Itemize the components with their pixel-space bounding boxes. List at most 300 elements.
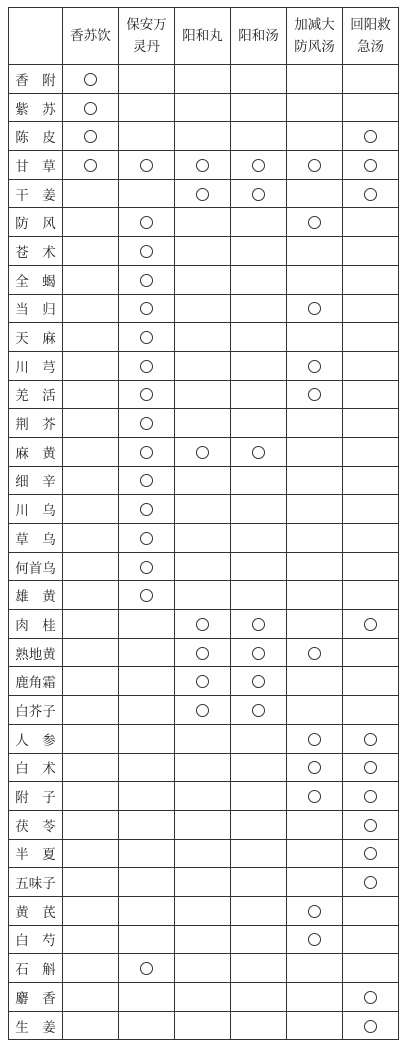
circle-mark-icon <box>252 647 265 660</box>
mark-cell <box>63 437 119 466</box>
mark-cell <box>343 724 399 753</box>
herb-name-cell: 防 风 <box>9 208 63 237</box>
formula-header <box>287 8 343 65</box>
table-body <box>9 65 399 1040</box>
mark-cell <box>231 925 287 954</box>
circle-mark-icon <box>140 589 153 602</box>
mark-cell <box>63 409 119 438</box>
circle-mark-icon <box>252 446 265 459</box>
mark-cell <box>119 753 175 782</box>
mark-cell <box>231 466 287 495</box>
herb-name-cell: 当 归 <box>9 294 63 323</box>
formula-header-line: 回阳救 <box>350 17 391 33</box>
table-row <box>9 466 399 495</box>
herb-name-cell: 甘 草 <box>9 151 63 180</box>
mark-cell <box>175 638 231 667</box>
mark-cell <box>175 1011 231 1040</box>
mark-cell <box>231 437 287 466</box>
circle-mark-icon <box>140 274 153 287</box>
circle-mark-icon <box>84 102 97 115</box>
table-row <box>9 65 399 94</box>
mark-cell <box>231 954 287 983</box>
mark-cell <box>119 581 175 610</box>
herb-name-cell: 鹿角霜 <box>9 667 63 696</box>
mark-cell <box>231 839 287 868</box>
circle-mark-icon <box>308 302 321 315</box>
mark-cell <box>287 868 343 897</box>
mark-cell <box>63 724 119 753</box>
mark-cell <box>63 93 119 122</box>
circle-mark-icon <box>140 331 153 344</box>
formula-header <box>63 8 119 65</box>
mark-cell <box>287 1011 343 1040</box>
herb-name-cell: 川 乌 <box>9 495 63 524</box>
mark-cell <box>119 495 175 524</box>
mark-cell <box>287 208 343 237</box>
mark-cell <box>343 983 399 1012</box>
mark-cell <box>175 380 231 409</box>
mark-cell <box>119 237 175 266</box>
table-row <box>9 724 399 753</box>
table-row <box>9 925 399 954</box>
mark-cell <box>175 925 231 954</box>
circle-mark-icon <box>308 905 321 918</box>
table-row <box>9 93 399 122</box>
circle-mark-icon <box>364 1020 377 1033</box>
herb-name-cell: 川 芎 <box>9 351 63 380</box>
circle-mark-icon <box>308 159 321 172</box>
table-row <box>9 208 399 237</box>
mark-cell <box>175 323 231 352</box>
circle-mark-icon <box>196 675 209 688</box>
circle-mark-icon <box>140 962 153 975</box>
herb-name-cell: 何首乌 <box>9 552 63 581</box>
mark-cell <box>231 782 287 811</box>
mark-cell <box>231 610 287 639</box>
herb-name-cell: 生 姜 <box>9 1011 63 1040</box>
mark-cell <box>231 983 287 1012</box>
mark-cell <box>175 208 231 237</box>
circle-mark-icon <box>140 561 153 574</box>
mark-cell <box>231 724 287 753</box>
mark-cell <box>119 610 175 639</box>
mark-cell <box>287 466 343 495</box>
mark-cell <box>231 868 287 897</box>
corner-cell <box>9 8 63 65</box>
mark-cell <box>231 495 287 524</box>
mark-cell <box>287 237 343 266</box>
mark-cell <box>231 810 287 839</box>
circle-mark-icon <box>308 733 321 746</box>
table-row <box>9 896 399 925</box>
mark-cell <box>343 437 399 466</box>
circle-mark-icon <box>140 360 153 373</box>
mark-cell <box>231 265 287 294</box>
mark-cell <box>343 925 399 954</box>
table-row <box>9 696 399 725</box>
table-row <box>9 753 399 782</box>
mark-cell <box>119 983 175 1012</box>
formula-header <box>119 8 175 65</box>
mark-cell <box>175 868 231 897</box>
table-row <box>9 409 399 438</box>
mark-cell <box>343 65 399 94</box>
herb-name-cell: 雄 黄 <box>9 581 63 610</box>
mark-cell <box>343 409 399 438</box>
circle-mark-icon <box>308 790 321 803</box>
circle-mark-icon <box>196 704 209 717</box>
mark-cell <box>287 380 343 409</box>
mark-cell <box>343 524 399 553</box>
formula-header-line: 阳和丸 <box>182 28 223 44</box>
herb-name-cell: 细 辛 <box>9 466 63 495</box>
mark-cell <box>119 810 175 839</box>
mark-cell <box>343 868 399 897</box>
mark-cell <box>343 839 399 868</box>
herb-name-cell: 陈 皮 <box>9 122 63 151</box>
mark-cell <box>63 925 119 954</box>
mark-cell <box>119 93 175 122</box>
mark-cell <box>343 552 399 581</box>
mark-cell <box>175 409 231 438</box>
formula-header-line: 阳和汤 <box>238 28 279 44</box>
table-row <box>9 237 399 266</box>
mark-cell <box>175 265 231 294</box>
formula-header <box>231 8 287 65</box>
formula-header-line: 急汤 <box>357 39 384 55</box>
circle-mark-icon <box>140 388 153 401</box>
table-row <box>9 782 399 811</box>
mark-cell <box>63 810 119 839</box>
herb-name-cell: 五味子 <box>9 868 63 897</box>
mark-cell <box>287 896 343 925</box>
circle-mark-icon <box>364 991 377 1004</box>
mark-cell <box>231 524 287 553</box>
mark-cell <box>119 1011 175 1040</box>
mark-cell <box>287 151 343 180</box>
mark-cell <box>343 380 399 409</box>
mark-cell <box>175 896 231 925</box>
table-row <box>9 179 399 208</box>
herb-name-cell: 白芥子 <box>9 696 63 725</box>
herb-name-cell: 黄 芪 <box>9 896 63 925</box>
table-row <box>9 122 399 151</box>
table-row <box>9 839 399 868</box>
mark-cell <box>119 724 175 753</box>
mark-cell <box>63 351 119 380</box>
mark-cell <box>63 782 119 811</box>
circle-mark-icon <box>140 532 153 545</box>
mark-cell <box>175 179 231 208</box>
mark-cell <box>343 323 399 352</box>
herb-name-cell: 白 芍 <box>9 925 63 954</box>
circle-mark-icon <box>364 790 377 803</box>
table-row <box>9 1011 399 1040</box>
mark-cell <box>343 466 399 495</box>
mark-cell <box>63 151 119 180</box>
herb-name-cell: 香 附 <box>9 65 63 94</box>
mark-cell <box>287 638 343 667</box>
herb-name-cell: 天 麻 <box>9 323 63 352</box>
mark-cell <box>175 782 231 811</box>
mark-cell <box>231 380 287 409</box>
table-row <box>9 524 399 553</box>
mark-cell <box>63 696 119 725</box>
mark-cell <box>231 1011 287 1040</box>
mark-cell <box>343 753 399 782</box>
mark-cell <box>119 437 175 466</box>
mark-cell <box>231 896 287 925</box>
mark-cell <box>231 122 287 151</box>
circle-mark-icon <box>252 159 265 172</box>
mark-cell <box>175 93 231 122</box>
herb-name-cell: 干 姜 <box>9 179 63 208</box>
mark-cell <box>175 724 231 753</box>
mark-cell <box>175 610 231 639</box>
mark-cell <box>63 638 119 667</box>
table-row <box>9 294 399 323</box>
mark-cell <box>343 351 399 380</box>
circle-mark-icon <box>364 618 377 631</box>
mark-cell <box>287 265 343 294</box>
circle-mark-icon <box>364 876 377 889</box>
herb-name-cell: 肉 桂 <box>9 610 63 639</box>
formula-header-line: 防风汤 <box>294 39 335 55</box>
mark-cell <box>287 409 343 438</box>
mark-cell <box>175 151 231 180</box>
mark-cell <box>287 65 343 94</box>
mark-cell <box>63 294 119 323</box>
circle-mark-icon <box>196 647 209 660</box>
formula-header <box>175 8 231 65</box>
circle-mark-icon <box>140 474 153 487</box>
mark-cell <box>119 409 175 438</box>
mark-cell <box>231 179 287 208</box>
table-row <box>9 380 399 409</box>
mark-cell <box>343 581 399 610</box>
mark-cell <box>119 265 175 294</box>
circle-mark-icon <box>308 761 321 774</box>
herb-name-cell: 麝 香 <box>9 983 63 1012</box>
mark-cell <box>119 925 175 954</box>
circle-mark-icon <box>140 503 153 516</box>
formula-header-line: 香苏饮 <box>70 28 111 44</box>
mark-cell <box>63 179 119 208</box>
table-row <box>9 437 399 466</box>
herb-name-cell: 白 术 <box>9 753 63 782</box>
mark-cell <box>119 524 175 553</box>
circle-mark-icon <box>252 675 265 688</box>
table-row <box>9 954 399 983</box>
mark-cell <box>175 495 231 524</box>
mark-cell <box>175 753 231 782</box>
mark-cell <box>175 65 231 94</box>
circle-mark-icon <box>252 618 265 631</box>
mark-cell <box>343 638 399 667</box>
mark-cell <box>343 782 399 811</box>
mark-cell <box>175 983 231 1012</box>
header-row <box>9 8 399 65</box>
mark-cell <box>119 638 175 667</box>
mark-cell <box>287 753 343 782</box>
mark-cell <box>175 810 231 839</box>
table-row <box>9 323 399 352</box>
mark-cell <box>119 667 175 696</box>
mark-cell <box>343 237 399 266</box>
mark-cell <box>231 65 287 94</box>
herb-name-cell: 羌 活 <box>9 380 63 409</box>
table-row <box>9 610 399 639</box>
mark-cell <box>343 696 399 725</box>
mark-cell <box>175 466 231 495</box>
mark-cell <box>119 208 175 237</box>
mark-cell <box>287 351 343 380</box>
mark-cell <box>231 294 287 323</box>
mark-cell <box>63 495 119 524</box>
mark-cell <box>287 810 343 839</box>
mark-cell <box>63 65 119 94</box>
herb-formula-table <box>8 7 399 1040</box>
mark-cell <box>287 724 343 753</box>
mark-cell <box>63 896 119 925</box>
circle-mark-icon <box>84 159 97 172</box>
table-row <box>9 667 399 696</box>
mark-cell <box>343 179 399 208</box>
mark-cell <box>287 323 343 352</box>
mark-cell <box>175 696 231 725</box>
table-row <box>9 495 399 524</box>
mark-cell <box>287 524 343 553</box>
circle-mark-icon <box>364 761 377 774</box>
mark-cell <box>231 93 287 122</box>
circle-mark-icon <box>364 188 377 201</box>
mark-cell <box>231 151 287 180</box>
herb-name-cell: 全 蝎 <box>9 265 63 294</box>
mark-cell <box>63 323 119 352</box>
mark-cell <box>287 983 343 1012</box>
mark-cell <box>231 696 287 725</box>
mark-cell <box>119 179 175 208</box>
circle-mark-icon <box>308 933 321 946</box>
herb-name-cell: 半 夏 <box>9 839 63 868</box>
mark-cell <box>119 466 175 495</box>
table-row <box>9 581 399 610</box>
mark-cell <box>175 294 231 323</box>
mark-cell <box>287 667 343 696</box>
table-row <box>9 810 399 839</box>
circle-mark-icon <box>308 647 321 660</box>
circle-mark-icon <box>196 159 209 172</box>
mark-cell <box>175 839 231 868</box>
circle-mark-icon <box>140 446 153 459</box>
mark-cell <box>63 610 119 639</box>
mark-cell <box>287 925 343 954</box>
mark-cell <box>175 351 231 380</box>
mark-cell <box>119 294 175 323</box>
mark-cell <box>287 696 343 725</box>
mark-cell <box>63 983 119 1012</box>
mark-cell <box>119 351 175 380</box>
mark-cell <box>287 610 343 639</box>
mark-cell <box>343 93 399 122</box>
mark-cell <box>119 65 175 94</box>
herb-name-cell: 附 子 <box>9 782 63 811</box>
circle-mark-icon <box>308 216 321 229</box>
circle-mark-icon <box>364 819 377 832</box>
mark-cell <box>231 323 287 352</box>
mark-cell <box>287 552 343 581</box>
circle-mark-icon <box>308 388 321 401</box>
mark-cell <box>175 581 231 610</box>
mark-cell <box>175 524 231 553</box>
mark-cell <box>343 294 399 323</box>
herb-name-cell: 荆 芥 <box>9 409 63 438</box>
circle-mark-icon <box>364 733 377 746</box>
formula-header-line: 加减大 <box>294 17 335 33</box>
mark-cell <box>175 122 231 151</box>
mark-cell <box>119 151 175 180</box>
mark-cell <box>119 839 175 868</box>
circle-mark-icon <box>364 159 377 172</box>
mark-cell <box>343 122 399 151</box>
table-row <box>9 983 399 1012</box>
mark-cell <box>175 954 231 983</box>
circle-mark-icon <box>140 302 153 315</box>
circle-mark-icon <box>140 159 153 172</box>
table-row <box>9 868 399 897</box>
herb-name-cell: 人 参 <box>9 724 63 753</box>
mark-cell <box>287 581 343 610</box>
mark-cell <box>343 610 399 639</box>
herb-name-cell: 熟地黄 <box>9 638 63 667</box>
circle-mark-icon <box>140 216 153 229</box>
mark-cell <box>63 466 119 495</box>
mark-cell <box>231 208 287 237</box>
mark-cell <box>231 581 287 610</box>
herb-name-cell: 麻 黄 <box>9 437 63 466</box>
mark-cell <box>343 810 399 839</box>
mark-cell <box>231 409 287 438</box>
mark-cell <box>287 122 343 151</box>
mark-cell <box>343 265 399 294</box>
circle-mark-icon <box>196 618 209 631</box>
circle-mark-icon <box>308 360 321 373</box>
mark-cell <box>63 667 119 696</box>
circle-mark-icon <box>84 130 97 143</box>
mark-cell <box>119 896 175 925</box>
mark-cell <box>63 552 119 581</box>
mark-cell <box>63 954 119 983</box>
mark-cell <box>343 954 399 983</box>
table-row <box>9 552 399 581</box>
mark-cell <box>287 294 343 323</box>
mark-cell <box>343 896 399 925</box>
mark-cell <box>231 753 287 782</box>
mark-cell <box>287 839 343 868</box>
mark-cell <box>63 1011 119 1040</box>
circle-mark-icon <box>84 73 97 86</box>
mark-cell <box>175 237 231 266</box>
circle-mark-icon <box>252 704 265 717</box>
mark-cell <box>63 237 119 266</box>
circle-mark-icon <box>140 417 153 430</box>
mark-cell <box>175 437 231 466</box>
mark-cell <box>119 954 175 983</box>
mark-cell <box>231 351 287 380</box>
mark-cell <box>287 954 343 983</box>
table-row <box>9 265 399 294</box>
herb-name-cell: 紫 苏 <box>9 93 63 122</box>
